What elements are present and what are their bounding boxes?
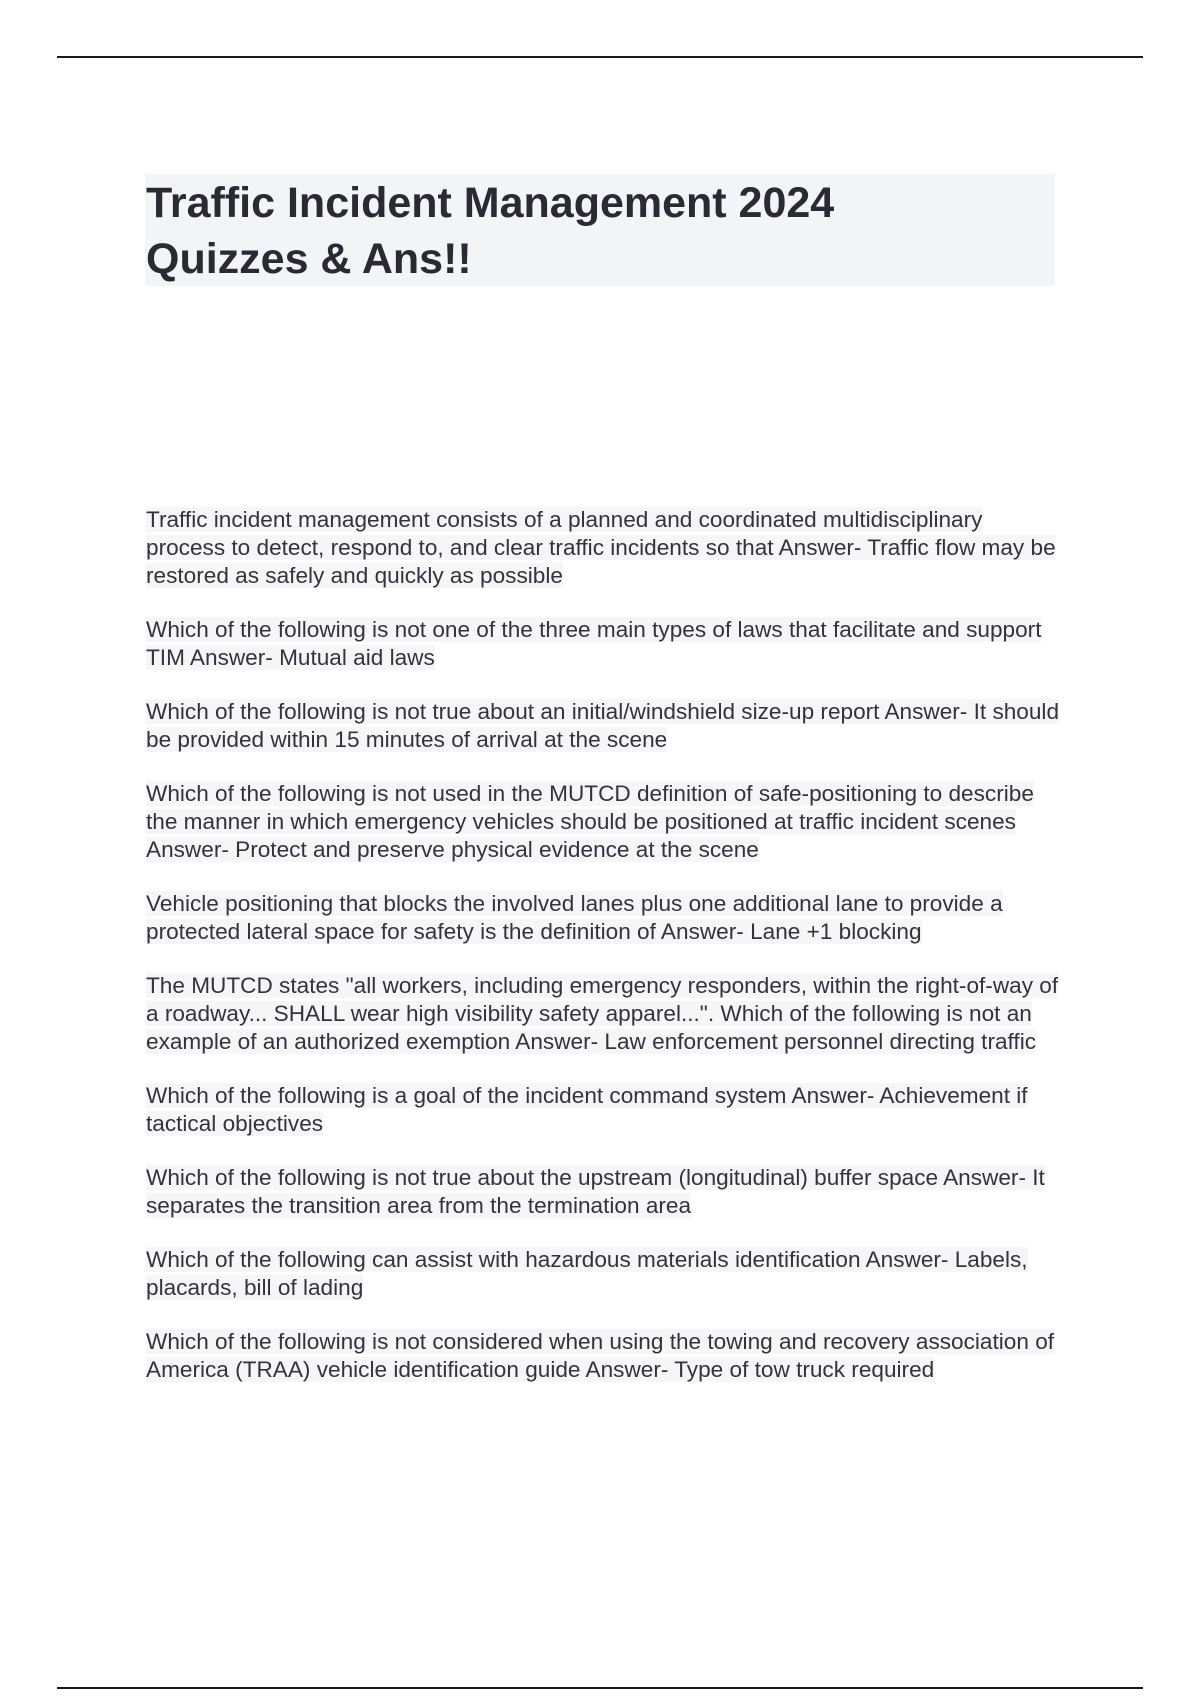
qa-text: The MUTCD states "all workers, including emergency responders, within the right-of-way of a roadway... SHALL wear high visibility safety apparel...". Which of the following is not an example of an authorized exemption Answer- Law enforcement personnel directing traffic	[146, 973, 1059, 1054]
title-line-1: Traffic Incident Management 2024	[146, 179, 835, 227]
qa-item-4	[146, 780, 1066, 864]
qa-item-8	[146, 1164, 1066, 1220]
qa-item-3	[146, 698, 1066, 754]
qa-text: Which of the following is not used in the MUTCD definition of safe-positioning to describe the manner in which emergency vehicles should be positioned at traffic incident scenes Answer- Protect and preserve physical evidence at the scene	[146, 781, 1034, 862]
qa-item-5	[146, 890, 1066, 946]
qa-item-6	[146, 972, 1066, 1056]
qa-text: Vehicle positioning that blocks the involved lanes plus one additional lane to provide a protected lateral space for safety is the definition of Answer- Lane +1 blocking	[146, 891, 1003, 944]
qa-text: Traffic incident management consists of a planned and coordinated multidisciplinary process to detect, respond to, and clear traffic incidents so that Answer- Traffic flow may be restored as safely and quickly as possible	[146, 507, 1056, 588]
bottom-rule	[57, 1687, 1143, 1689]
qa-text: Which of the following is not true about the upstream (longitudinal) buffer space Answer- It separates the transition area from the termination area	[146, 1165, 1045, 1218]
qa-text: Which of the following is a goal of the incident command system Answer- Achievement if tactical objectives	[146, 1083, 1028, 1136]
qa-item-7	[146, 1082, 1066, 1138]
qa-text: Which of the following is not true about an initial/windshield size-up report Answer- It should be provided within 15 minutes of arrival at the scene	[146, 699, 1060, 752]
qa-item-10	[146, 1328, 1066, 1384]
qa-item-2	[146, 616, 1066, 672]
qa-text: Which of the following can assist with hazardous materials identification Answer- Labels, placards, bill of lading	[146, 1247, 1028, 1300]
qa-text: Which of the following is not considered when using the towing and recovery association of America (TRAA) vehicle identification guide Answer- Type of tow truck required	[146, 1329, 1055, 1382]
qa-text: Which of the following is not one of the three main types of laws that facilitate and support TIM Answer- Mutual aid laws	[146, 617, 1042, 670]
qa-item-9	[146, 1246, 1066, 1302]
document-title	[146, 175, 1046, 287]
qa-list	[146, 506, 1066, 1410]
title-line-2: Quizzes & Ans!!	[146, 235, 472, 283]
qa-item-1	[146, 506, 1066, 590]
top-rule	[57, 56, 1143, 58]
